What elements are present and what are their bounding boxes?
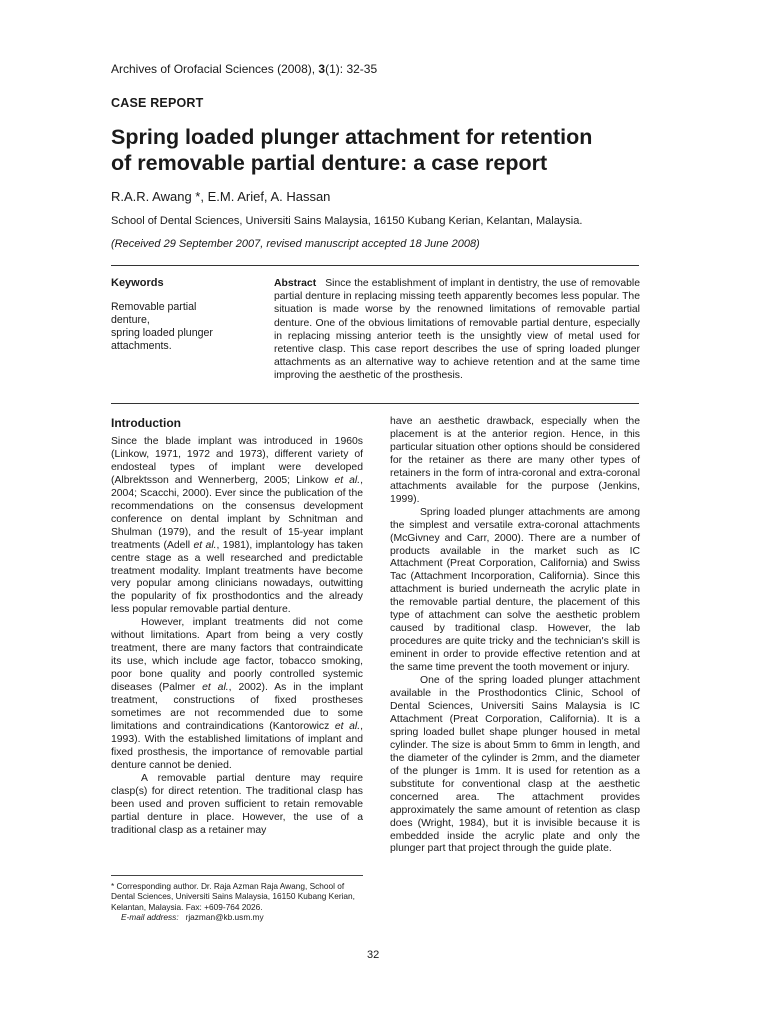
received-dates: (Received 29 September 2007, revised manuscript accepted 18 June 2008) [111, 238, 480, 250]
paragraph: One of the spring loaded plunger attachment available in the Prosthodontics Clinic, School of Dental Sciences, Universiti Sains Malaysia is IC Attachment (Preat Corporation, California). It is a spring loaded bullet shape plunger housed in metal cylinder. The size is about 5mm to 6mm in length, and the diameter of the cylinder is 2mm, and the diameter of the plunger is 1mm. It is used for retention as a substitute for conventional clasp at the aesthetic concerned area. The attachment provides approximately the same amount of retention as clasp does (Wright, 1984), but it is invisible because it is embedded inside the acrylic plate and only the plunger part that project through the guide plate. [390, 675, 640, 855]
keyword-line: attachments. [111, 340, 172, 352]
italic-etal: et al. [193, 539, 217, 551]
journal-issue-pages: (1): 32-35 [325, 62, 378, 76]
title-line-2: of removable partial denture: a case report [111, 151, 548, 175]
text-run: , 1993). With the established limitations of implant and fixed prosthesis, the importance of removable partial denture cannot be denied. [111, 720, 363, 771]
text-run: Since the blade implant was introduced in 1960s (Linkow, 1971, 1972 and 1973), different variety of endosteal types of implant were developed (Albrektsson and Wennerberg, 2005; Linkow [111, 436, 363, 486]
paragraph: A removable partial denture may require clasp(s) for direct retention. The traditional clasp has been used and proven sufficient to retain removable partial denture in place. However, the use of a traditional clasp as a retainer may [111, 772, 363, 836]
abstract [274, 277, 640, 383]
paragraph [111, 617, 363, 772]
journal-name: Archives of Orofacial Sciences (2008), [111, 62, 319, 76]
paragraph [111, 436, 363, 617]
keywords-list [111, 301, 261, 353]
top-divider [111, 265, 639, 266]
article-title [111, 124, 671, 176]
footnote-text: * Corresponding author. Dr. Raja Azman Raja Awang, School of Dental Sciences, Universiti Sains Malaysia, 16150 Kubang Kerian, Kelantan, Malaysia. Fax: +609-764 2026. [111, 881, 355, 912]
italic-etal: et al. [334, 474, 361, 486]
footnote [111, 881, 363, 923]
page-number: 32 [367, 949, 380, 961]
italic-etal: et al. [202, 682, 229, 694]
text-run: , 2002). As in the implant treatment, constructions of fixed prostheses sometimes are not recommended due to some limitations and contraindications (Kantorowicz [111, 682, 363, 732]
italic-etal: et al. [334, 720, 361, 732]
text-run: , 2004; Scacchi, 2000). Ever since the publication of the recommendations on the consensus development conference on dental implant by Schnitman and Shulman (1979), and the result of 15-year implant treatments (Adell [111, 474, 363, 551]
section-heading-introduction: Introduction [111, 416, 181, 430]
authors: R.A.R. Awang *, E.M. Arief, A. Hassan [111, 189, 331, 204]
left-column [111, 436, 363, 838]
footnote-email-line [111, 912, 363, 922]
journal-volume: 3 [318, 62, 326, 76]
keywords-heading: Keywords [111, 277, 164, 289]
email-label: E-mail address: [121, 912, 179, 923]
keyword-line: denture, [111, 314, 150, 326]
journal-citation [111, 62, 377, 76]
abstract-text: Since the establishment of implant in dentistry, the use of removable partial denture in replacing missing teeth apparently becomes less popular. The situation is made worse by the renowned limitations of removable partial denture. One of the obvious limitations of removable partial denture, especially in replacing missing anterior teeth is the unsightly view of metal used for retentive clasp. This case report describes the use of spring loaded plunger attachments as an alternative way to achieve retention and at the same time improving the aesthetic of the prosthesis. [274, 278, 640, 382]
text-run: However, implant treatments did not come without limitations. Apart from being a very costly treatment, there are many factors that contraindicate its use, which include age factor, tobacco smoking, poor bone quality and poorly controlled systemic diseases (Palmer [111, 617, 363, 694]
paragraph: Spring loaded plunger attachments are among the simplest and versatile extra-coronal attachments (McGivney and Carr, 2000). There are a number of products available in the market such as IC Attachment (Preat Corporation, California) and Swiss Tac (Attachment Incorporation, California). Since this attachment is buried underneath the acrylic plate in the removable partial denture, the placement of this type of attachment can solve the aesthetic problem caused by traditional clasp. However, the lab procedures are quite tricky and the technician's skill is eminent in order to provide effective retention and at the same time prevent the tooth movement or injury. [390, 506, 640, 674]
article-type: CASE REPORT [111, 96, 204, 110]
title-line-1: Spring loaded plunger attachment for retention [111, 125, 593, 149]
affiliation: School of Dental Sciences, Universiti Sains Malaysia, 16150 Kubang Kerian, Kelantan, Malaysia. [111, 215, 583, 227]
email-address: rjazman@kb.usm.my [185, 912, 264, 923]
abstract-divider [111, 403, 639, 404]
text-run: , 1981), implantology has taken centre stage as a well researched and predictable treatment modality. Implant treatments have become very popular among clinicians nowadays, outwitting the popularity of fix prosthodontics and the already less popular removable partial denture. [111, 539, 363, 616]
footnote-divider [111, 875, 363, 876]
keyword-line: Removable partial [111, 301, 197, 313]
right-column [390, 416, 640, 856]
abstract-heading: Abstract [274, 278, 317, 289]
paragraph: have an aesthetic drawback, especially when the placement is at the anterior region. Hence, in this particular situation other options should be considered for the retainer as there are many other types of retainers in the form of intra-coronal and extra-coronal attachments available for the purpose (Jenkins, 1999). [390, 416, 640, 505]
keyword-line: spring loaded plunger [111, 327, 213, 339]
